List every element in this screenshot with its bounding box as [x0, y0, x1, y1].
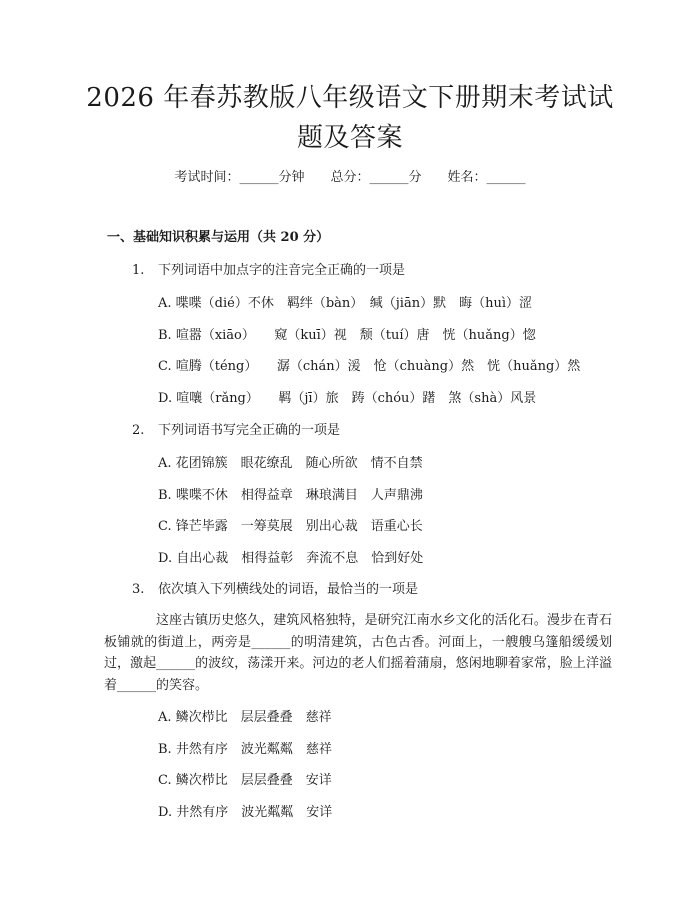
q2-option-a: A. 花团锦簇 眼花缭乱 随心所欲 情不自禁: [158, 456, 423, 471]
q2-option-b: B. 喋喋不休 相得益章 琳琅满目 人声鼎沸: [158, 488, 423, 503]
page-title: [60, 78, 640, 158]
section-heading: 一、基础知识积累与运用（共 20 分）: [107, 230, 330, 245]
q2-option-c: C. 锋芒毕露 一筹莫展 别出心裁 语重心长: [158, 519, 423, 534]
q3-option-a: A. 鳞次栉比 层层叠叠 慈祥: [158, 710, 332, 725]
exam-info: [0, 168, 700, 188]
q3-option-d: D. 井然有序 波光粼粼 安详: [158, 805, 333, 820]
question-stem: 下列词语中加点字的注音完全正确的一项是: [158, 263, 406, 278]
q1-option-a: A. 喋喋（dié）不休 羁绊（bàn） 缄（jiān）默 晦（huì）涩: [158, 296, 532, 311]
q1-option-c: C. 喧腾（téng） 潺（chán）湲 怆（chuàng）然 恍（huǎng）然: [158, 359, 581, 374]
question-2: [132, 421, 340, 441]
exam-total-score: 总分：______分: [330, 170, 422, 185]
question-number: 3.: [132, 582, 145, 597]
student-name: 姓名：______: [447, 170, 526, 185]
q3-option-c: C. 鳞次栉比 层层叠叠 安详: [158, 773, 332, 788]
question-stem: 下列词语书写完全正确的一项是: [158, 423, 341, 438]
question-1: [132, 261, 405, 281]
q1-option-b: B. 喧嚣（xiāo） 窥（kuī）视 颓（tuí）唐 恍（huǎng）惚: [158, 328, 536, 343]
title-line-2: 题及答案: [296, 123, 403, 153]
q2-option-d: D. 自出心裁 相得益彰 奔流不息 恰到好处: [158, 551, 424, 566]
question-3: [132, 580, 418, 600]
exam-time: 考试时间：______分钟: [174, 170, 305, 185]
title-line-1: 2026 年春苏教版八年级语文下册期末考试试: [86, 83, 614, 113]
question-number: 1.: [132, 263, 145, 278]
question-number: 2.: [132, 423, 145, 438]
q3-option-b: B. 井然有序 波光粼粼 慈祥: [158, 742, 332, 757]
q1-option-d: D. 喧嚷（rǎng） 羁（jī）旅 踌（chóu）躇 煞（shà）风景: [158, 391, 537, 406]
question-stem: 依次填入下列横线处的词语，最恰当的一项是: [158, 582, 419, 597]
q3-passage: 这座古镇历史悠久，建筑风格独特，是研究江南水乡文化的活化石。漫步在青石板铺就的街道上，两旁是______的明清建筑，古色古香。河面上，一艘艘乌篷船缓缓划过，激起______的波纹，荡漾开来。河边的老人们摇着蒲扇，悠闲地聊着家常，脸上洋溢着______的笑容。: [104, 613, 612, 693]
